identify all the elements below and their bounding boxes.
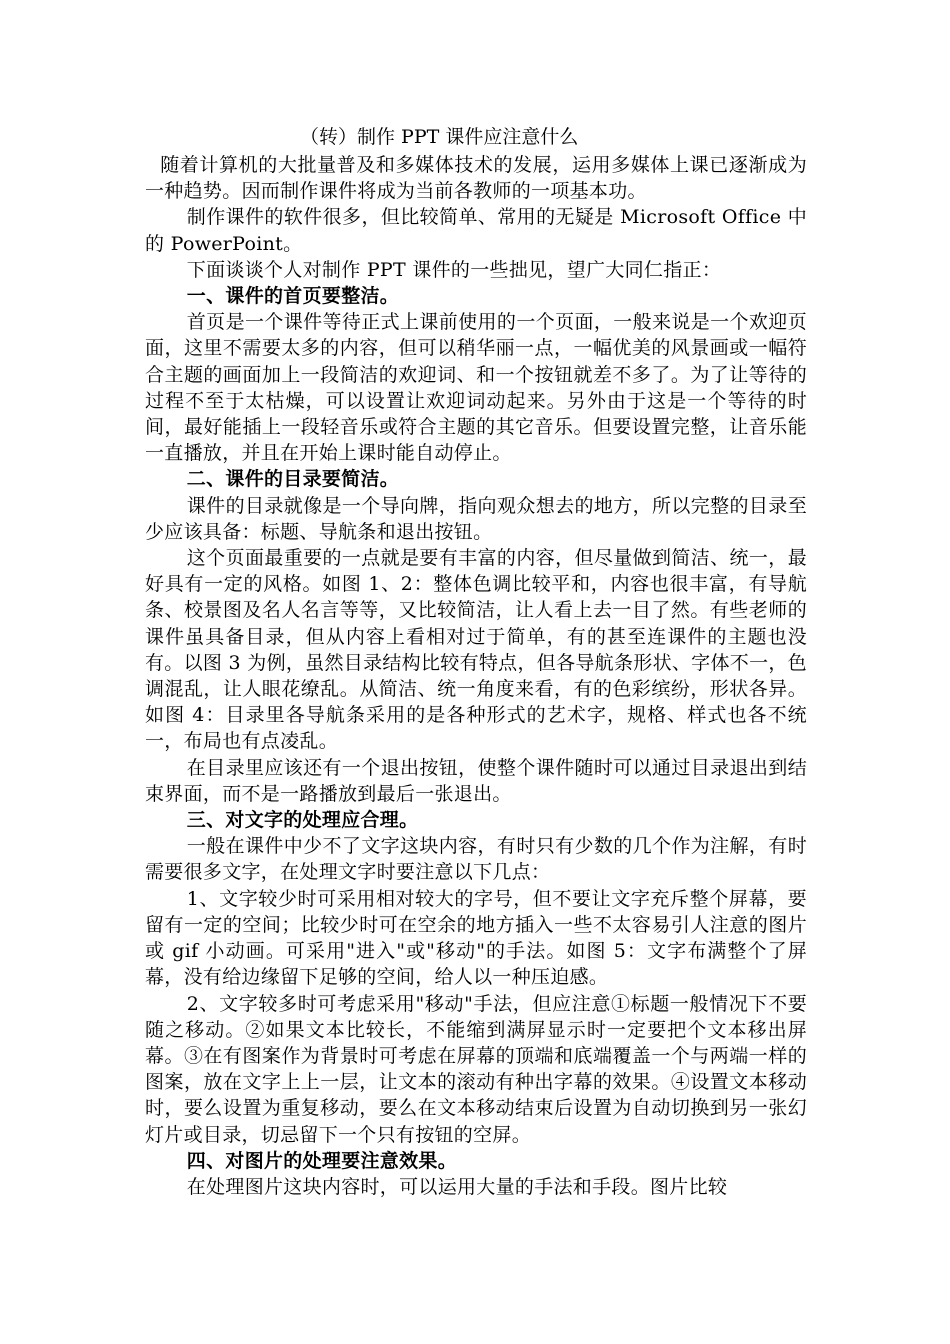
section3-paragraph-3: 2、文字较多时可考虑采用"移动"手法，但应注意①标题一般情况下不要随之移动。②如果文本比较长，不能缩到满屏显示时一定要把个文本移出屏幕。③在有图案作为背景时可考虑在屏幕的顶端和底端覆盖一个与两端一样的图案，放在文字上上一层，让文本的滚动有种出字幕的效果。④设置文本移动时，要么设置为重复移动，要么在文本移动结束后设置为自动切换到另一张幻灯片或目录，切忌留下一个只有按钮的空屏。 <box>145 992 807 1146</box>
section2-paragraph-1: 课件的目录就像是一个导向牌，指向观众想去的地方，所以完整的目录至少应该具备：标题、导航条和退出按钮。 <box>145 494 807 543</box>
document-title: （转）制作 PPT 课件应注意什么 <box>300 126 579 148</box>
intro-paragraph: 随着计算机的大批量普及和多媒体技术的发展，运用多媒体上课已逐渐成为一种趋势。因而制作课件将成为当前各教师的一项基本功。 <box>145 154 807 203</box>
section4-heading: 四、对图片的处理要注意效果。 <box>186 1149 457 1172</box>
section3-paragraph-1: 一般在课件中少不了文字这块内容，有时只有少数的几个作为注解，有时需要很多文字，在处理文字时要注意以下几点： <box>145 835 807 884</box>
section4-paragraph-1: 在处理图片这块内容时，可以运用大量的手法和手段。图片比较 <box>186 1175 728 1198</box>
section2-heading: 二、课件的目录要简洁。 <box>186 468 400 491</box>
section2-paragraph-3: 在目录里应该还有一个退出按钮，使整个课件随时可以通过目录退出到结束界面，而不是一路播放到最后一张退出。 <box>145 756 807 805</box>
section2-paragraph-2: 这个页面最重要的一点就是要有丰富的内容，但尽量做到简洁、统一，最好具有一定的风格。如图 1、2：整体色调比较平和，内容也很丰富，有导航条、校景图及名人名言等等，又比较简洁，让人看上去一目了然。有些老师的课件虽具备目录，但从内容上看相对过于简单，有的甚至连课件的主题也没有。以图 3 为例，虽然目录结构比较有特点，但各导航条形状、字体不一，色调混乱，让人眼花缭乱。从简洁、统一角度来看，有的色彩缤纷，形状各异。如图 4：目录里各导航条采用的是各种形式的艺术字，规格、样式也各不统一，布局也有点凌乱。 <box>145 547 807 753</box>
section1-paragraph: 首页是一个课件等待正式上课前使用的一个页面，一般来说是一个欢迎页面，这里不需要太多的内容，但可以稍华丽一点，一幅优美的风景画或一幅符合主题的画面加上一段简洁的欢迎词、和一个按钮就差不多了。为了让等待的过程不至于太枯燥，可以设置让欢迎词动起来。另外由于这是一个等待的时间，最好能插上一段轻音乐或符合主题的其它音乐。但要设置完整，让音乐能一直播放，并且在开始上课时能自动停止。 <box>145 311 807 465</box>
lead-paragraph: 下面谈谈个人对制作 PPT 课件的一些拙见，望广大同仁指正： <box>186 258 722 281</box>
document-body <box>145 122 807 1200</box>
software-paragraph: 制作课件的软件很多，但比较简单、常用的无疑是 Microsoft Office 中 的 PowerPoint。 <box>145 206 807 255</box>
section1-heading: 一、课件的首页要整洁。 <box>186 285 400 308</box>
section3-paragraph-2: 1、文字较少时可采用相对较大的字号，但不要让文字充斥整个屏幕，要留有一定的空间；比较少时可在空余的地方插入一些不太容易引人注意的图片或 gif 小动画。可采用"进入"或"移动"的手法。如图 5：文字布满整个了屏幕，没有给边缘留下足够的空间，给人以一种压迫感。 <box>145 887 807 989</box>
section3-heading: 三、对文字的处理应合理。 <box>186 809 419 832</box>
